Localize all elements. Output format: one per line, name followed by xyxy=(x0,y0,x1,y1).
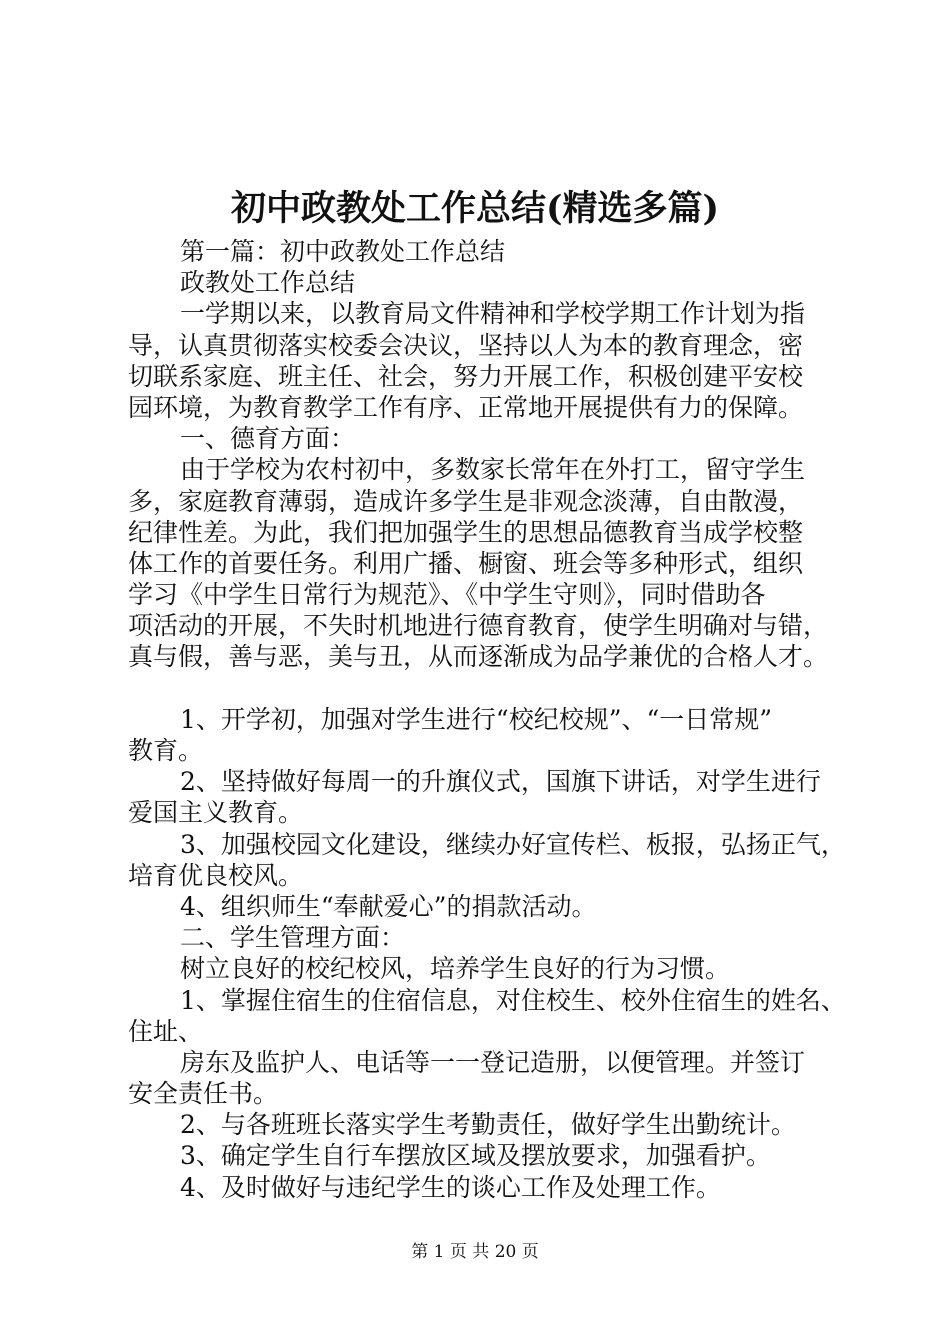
list-item-line: 培育优良校风。 xyxy=(128,860,304,890)
list-item-line: 安全责任书。 xyxy=(128,1079,279,1109)
list-item-line: 4、组织师生“奉献爱心”的捐款活动。 xyxy=(180,891,597,921)
list-item-line: 4、及时做好与违纪学生的谈心工作及处理工作。 xyxy=(180,1172,721,1202)
section-heading-moral-education: 一、德育方面： xyxy=(180,424,356,454)
list-item-line: 1、开学初，加强对学生进行“校纪校规”、“一日常规” xyxy=(180,704,773,734)
paragraph-line: 导，认真贯彻落实校委会决议，坚持以人为本的教育理念，密 xyxy=(128,330,804,360)
paragraph-line: 项活动的开展，不失时机地进行德育教育，使学生明确对与错， xyxy=(128,611,829,641)
section-heading-student-management: 二、学生管理方面： xyxy=(180,923,406,953)
document-body xyxy=(128,236,846,1203)
list-item-line: 1、掌握住宿生的住宿信息，对住校生、校外住宿生的姓名、 xyxy=(180,985,846,1015)
section-subtitle: 政教处工作总结 xyxy=(180,268,356,298)
document-title: 初中政教处工作总结(精选多篇) xyxy=(230,188,720,229)
list-item-line: 3、加强校园文化建设，继续办好宣传栏、板报，弘扬正气， xyxy=(180,829,846,859)
list-item-line: 2、与各班班长落实学生考勤责任，做好学生出勤统计。 xyxy=(180,1110,796,1140)
list-item-line: 教育。 xyxy=(128,736,204,765)
paragraph-line: 纪律性差。为此，我们把加强学生的思想品德教育当成学校整 xyxy=(128,517,804,547)
paragraph-line: 一学期以来，以教育局文件精神和学校学期工作计划为指 xyxy=(180,299,806,329)
paragraph-line: 由于学校为农村初中，多数家长常年在外打工，留守学生 xyxy=(180,455,806,485)
list-item-line: 住址、 xyxy=(128,1016,204,1046)
paragraph-line: 树立良好的校纪校风，培养学生良好的行为习惯。 xyxy=(180,954,731,984)
list-item-line: 2、坚持做好每周一的升旗仪式，国旗下讲话，对学生进行 xyxy=(180,767,821,797)
paragraph-line: 切联系家庭、班主任、社会，努力开展工作，积极创建平安校 xyxy=(128,361,804,391)
paragraph-line: 学习《中学生日常行为规范》、《中学生守则》，同时借助各 xyxy=(128,580,766,610)
list-item-line: 3、确定学生自行车摆放区域及摆放要求，加强看护。 xyxy=(180,1141,771,1171)
paragraph-line: 园环境，为教育教学工作有序、正常地开展提供有力的保障。 xyxy=(128,392,804,422)
list-item-line: 爱国主义教育。 xyxy=(128,798,304,828)
section-heading-chapter-one: 第一篇：初中政教处工作总结 xyxy=(180,237,506,266)
blank-line xyxy=(128,673,828,704)
list-item-line: 房东及监护人、电话等一一登记造册，以便管理。并签订 xyxy=(180,1047,806,1077)
paragraph-line: 多，家庭教育薄弱，造成许多学生是非观念淡薄，自由散漫， xyxy=(128,486,804,516)
paragraph-line: 体工作的首要任务。利用广播、橱窗、班会等多种形式，组织 xyxy=(128,548,804,578)
page-number-footer: 第 1 页 共 20 页 xyxy=(411,1242,539,1262)
paragraph-line: 真与假，善与恶，美与丑，从而逐渐成为品学兼优的合格人才。 xyxy=(128,642,829,672)
